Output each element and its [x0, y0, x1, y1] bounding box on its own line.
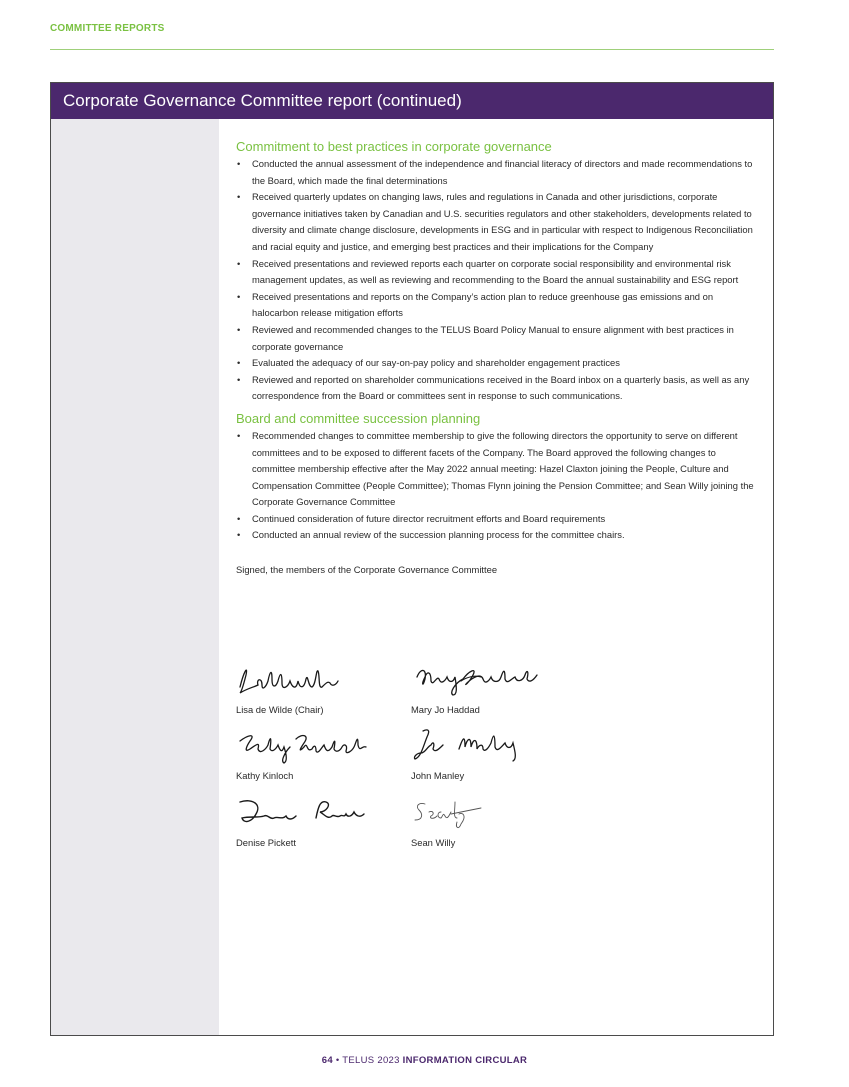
signatory-name: Denise Pickett	[236, 837, 296, 848]
signature-sean-willy	[411, 794, 581, 854]
section-label: COMMITTEE REPORTS	[50, 23, 165, 34]
side-column	[51, 119, 219, 1035]
report-title-bar	[51, 83, 773, 119]
signature-lisa-de-wilde	[236, 661, 406, 721]
list-item: • Conducted the annual assessment of the independence and financial literacy of directors and made recommendations to the Board, which made the final determinations	[236, 156, 758, 189]
signatory-name: Kathy Kinloch	[236, 770, 294, 781]
signature-image	[236, 727, 406, 767]
list-item: • Conducted an annual review of the succession planning process for the committee chairs.	[236, 527, 758, 544]
report-panel	[50, 82, 774, 1036]
report-title: Corporate Governance Committee report	[63, 91, 372, 110]
signatory-name: Sean Willy	[411, 837, 456, 848]
footer-publisher: TELUS 2023	[342, 1055, 403, 1066]
report-content	[236, 139, 758, 578]
report-title-suffix: (continued)	[371, 91, 462, 110]
section-heading-best-practices: Commitment to best practices in corporate governance	[236, 139, 552, 154]
signature-image	[236, 794, 406, 834]
list-item: • Reviewed and recommended changes to the TELUS Board Policy Manual to ensure alignment with best practices in corporate governance	[236, 322, 758, 355]
best-practices-list	[236, 156, 758, 405]
list-item: • Reviewed and reported on shareholder communications received in the Board inbox on a quarterly basis, as well as any correspondence from the Board or committees sent in response to such communications.	[236, 372, 758, 405]
footer-separator: •	[332, 1055, 343, 1066]
signature-denise-pickett	[236, 794, 406, 854]
footer-doc-type: INFORMATION CIRCULAR	[402, 1055, 528, 1066]
list-item: • Received quarterly updates on changing laws, rules and regulations in Canada and other jurisdictions, corporate governance initiatives taken by Canadian and U.S. securities regulators and other stakeholders, developments related to diversity and climate change disclosure, developments in ESG and in particular with respect to Indigenous Reconciliation and racial equity and justice, and emerging best practices and their implications for the Company	[236, 189, 758, 255]
top-divider	[50, 49, 774, 50]
list-item: • Evaluated the adequacy of our say-on-pay policy and shareholder engagement practices	[236, 355, 758, 372]
succession-list	[236, 428, 758, 544]
signature-image	[411, 794, 581, 834]
signatory-name: Lisa de Wilde (Chair)	[236, 704, 324, 715]
signature-john-manley	[411, 727, 581, 787]
signed-statement: Signed, the members of the Corporate Governance Committee	[236, 564, 498, 576]
list-item: • Recommended changes to committee membership to give the following directors the opportunity to serve on different committees and to be exposed to different facets of the Company. The Board approved the following changes to committee membership effective after the May 2022 annual meeting: Hazel Claxton joining the People, Culture and Compensation Committee (People Committee); Thomas Flynn joining the Pension Committee; and Sean Willy joining the Corporate Governance Committee	[236, 428, 758, 511]
signature-block	[236, 661, 596, 861]
signature-image	[236, 661, 406, 701]
signature-kathy-kinloch	[236, 727, 406, 787]
page-footer	[0, 1055, 849, 1066]
signatory-name: John Manley	[411, 770, 465, 781]
signature-image	[411, 661, 581, 701]
signature-image	[411, 727, 581, 767]
signatory-name: Mary Jo Haddad	[411, 704, 480, 715]
list-item: • Received presentations and reports on the Company’s action plan to reduce greenhouse gas emissions and on halocarbon release mitigation efforts	[236, 289, 758, 322]
signature-mary-jo-haddad	[411, 661, 581, 721]
list-item: • Continued consideration of future director recruitment efforts and Board requirements	[236, 511, 758, 528]
list-item: • Received presentations and reviewed reports each quarter on corporate social responsibility and environmental risk management updates, as well as reviewing and recommending to the Board the annual sustainability and ESG report	[236, 256, 758, 289]
section-heading-succession: Board and committee succession planning	[236, 410, 481, 426]
page-number: 64	[321, 1055, 333, 1066]
